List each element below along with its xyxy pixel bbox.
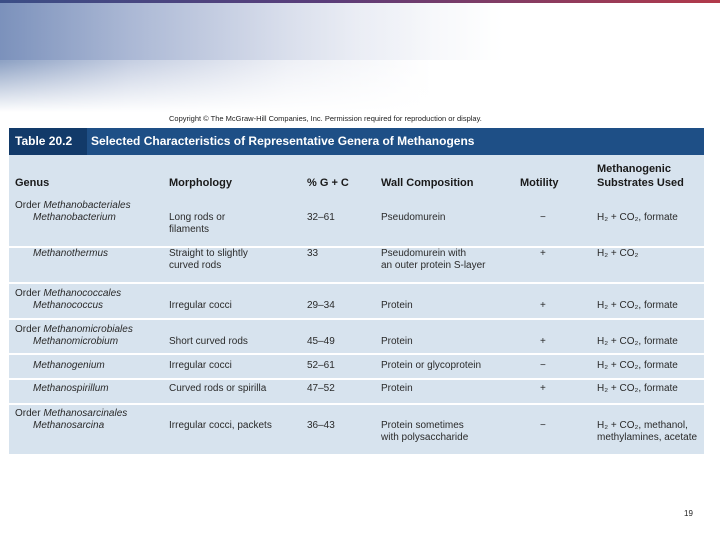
morphology-text: Curved rods or spirilla [169,383,267,394]
wall-composition-text: Protein [381,300,413,311]
table-title-bar [9,128,704,155]
header-substrates-line2: Substrates Used [597,177,684,189]
row-separator [9,378,704,380]
order-name: Methanococcales [43,288,122,299]
motility-value: − [540,420,546,431]
morphology-text: Irregular cocci [169,360,232,371]
order-label: Order Methanosarcinales [15,408,128,419]
genus-name: Methanococcus [33,300,104,311]
morphology-text: Irregular cocci [169,300,232,311]
motility-value: − [540,212,546,223]
table-number: Table 20.2 [9,128,87,155]
header-morphology: Morphology [169,177,232,189]
genus-name: Methanobacterium [33,212,116,223]
header-gc: % G + C [307,177,349,189]
motility-value: + [540,248,546,259]
morphology-text: Irregular cocci, packets [169,420,272,431]
copyright-notice: Copyright © The McGraw-Hill Companies, Inc. Permission required for reproduction or display. [169,114,482,123]
wall-composition-text: with polysaccharide [381,432,469,443]
table-caption: Selected Characteristics of Representative Genera of Methanogens [91,134,475,148]
header-wall-composition: Wall Composition [381,177,474,189]
morphology-text: curved rods [169,260,222,271]
substrates-text: H₂ + CO₂, formate [597,336,678,347]
row-separator [9,318,704,320]
motility-value: + [540,300,546,311]
substrates-text: H₂ + CO₂ [597,248,639,259]
header-substrates-line1: Methanogenic [597,163,671,175]
wall-composition-text: Protein [381,383,413,394]
genus-name: Methanospirillum [33,383,109,394]
genus-name: Methanogenium [33,360,105,371]
row-separator [9,353,704,355]
header-genus: Genus [15,177,50,189]
gc-content: 47–52 [307,383,335,394]
substrates-text: methylamines, acetate [597,432,698,443]
page-number: 19 [684,509,693,518]
wall-composition-text: an outer protein S-layer [381,260,486,271]
methanogen-table [9,128,704,454]
wall-composition-text: Pseudomurein [381,212,446,223]
gc-content: 32–61 [307,212,335,223]
morphology-text: filaments [169,224,210,235]
genus-name: Methanosarcina [33,420,105,431]
morphology-text: Short curved rods [169,336,248,347]
genus-name: Methanothermus [33,248,109,259]
slide-top-rule [0,0,720,3]
gc-content: 45–49 [307,336,335,347]
morphology-text: Long rods or [169,212,226,223]
motility-value: + [540,383,546,394]
order-name: Methanobacteriales [43,200,131,211]
substrates-text: H₂ + CO₂, formate [597,300,678,311]
row-separator [9,282,704,284]
header-motility: Motility [520,177,559,189]
order-label: Order Methanobacteriales [15,200,131,211]
gc-content: 33 [307,248,319,259]
morphology-text: Straight to slightly [169,248,248,259]
genus-name: Methanomicrobium [33,336,119,347]
motility-value: + [540,336,546,347]
row-separator [9,403,704,405]
order-name: Methanomicrobiales [43,324,133,335]
order-name: Methanosarcinales [43,408,128,419]
wall-composition-text: Pseudomurein with [381,248,467,259]
gc-content: 52–61 [307,360,335,371]
substrates-text: H₂ + CO₂, formate [597,383,678,394]
wall-composition-text: Protein or glycoprotein [381,360,482,371]
substrates-text: H₂ + CO₂, formate [597,212,678,223]
slide-header-band [0,0,720,60]
order-label: Order Methanococcales [15,288,122,299]
gc-content: 29–34 [307,300,335,311]
motility-value: − [540,360,546,371]
substrates-text: H₂ + CO₂, formate [597,360,678,371]
wall-composition-text: Protein sometimes [381,420,464,431]
gc-content: 36–43 [307,420,335,431]
order-label: Order Methanomicrobiales [15,324,133,335]
wall-composition-text: Protein [381,336,413,347]
substrates-text: H₂ + CO₂, methanol, [597,420,688,431]
